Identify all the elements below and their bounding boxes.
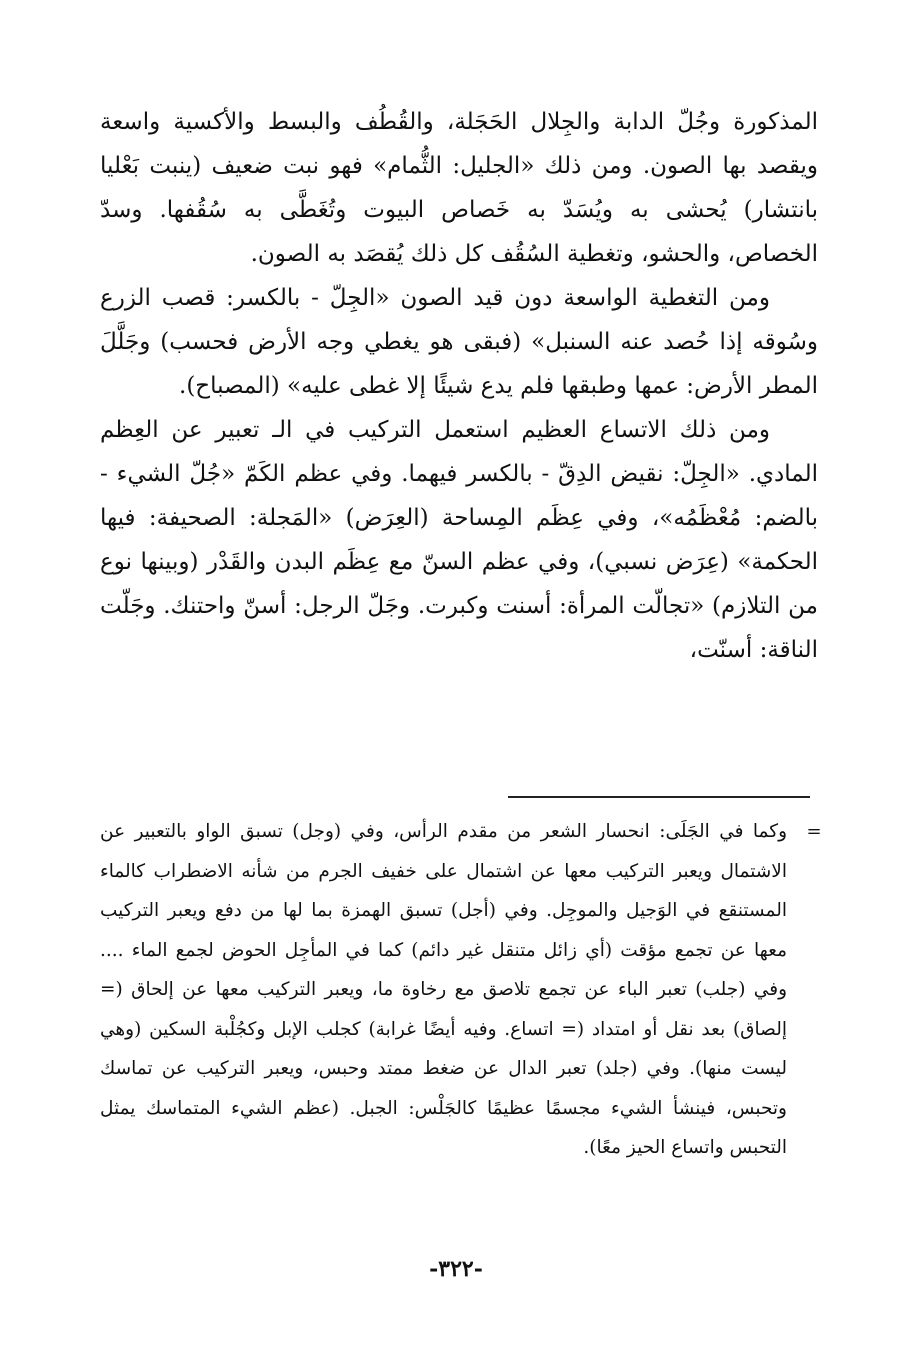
main-text (100, 100, 818, 672)
footnote-continuation-marker: = (806, 821, 822, 842)
page-number: -٣٢٢- (429, 1256, 483, 1282)
footnote-divider (508, 796, 810, 798)
paragraph-2: ومن التغطية الواسعة دون قيد الصون «الجِلّ - بالكسر: قصب الزرع وسُوقه إذا حُصد عنه السنبل» (فبقى هو يغطي وجه الأرض فحسب) وجَلَّلَ المطر الأرض: عمها وطبقها فلم يدع شيئًا إلا غطى عليه» (المصباح). (100, 285, 818, 399)
paragraph-1: المذكورة وجُلّ الدابة والجِلال الحَجَلة، والقُطُف والبسط والأكسية واسعة ويقصد بها الصون. ومن ذلك «الجليل: الثُّمام» فهو نبت ضعيف (ينبت بَعْليا بانتشار) يُحشى به ويُسَدّ به خَصاص البيوت وتُغَطَّى به سُقُفها. وسدّ الخصاص، والحشو، وتغطية السُقُف كل ذلك يُقصَد به الصون. (100, 109, 818, 267)
paragraph-3: ومن ذلك الاتساع العظيم استعمل التركيب في الـ تعبير عن العِظم المادي. «الجِلّ: نقيض الدِقّ - بالكسر فيهما. وفي عظم الكَمّ «جُلّ الشيء - بالضم: مُعْظَمُه»، وفي عِظَم المِساحة (العِرَض) «المَجلة: الصحيفة: فيها الحكمة» (عِرَض نسبي)، وفي عظم السنّ مع عِظَم البدن والقَدْر (وبينها نوع من التلازم) «تجالّت المرأة: أسنت وكبرت. وجَلّ الرجل: أسنّ واحتنك. وجَلّت الناقة: أسنّت، (100, 417, 818, 663)
footnote-text: وكما في الجَلَى: انحسار الشعر من مقدم الرأس، وفي (وجل) تسبق الواو بالتعبير عن الاشتمال ويعبر التركيب معها عن اشتمال على خفيف الجرم من شأنه الاضطراب كالماء المستنقع في الوَجيل والموجِل. وفي (أجل) تسبق الهمزة بما لها من دفع ويعبر التركيب معها عن تجمع مؤقت (أي زائل متنقل غير دائم) كما في المأجِل الحوض لجمع الماء .... وفي (جلب) تعبر الباء عن تجمع تلاصق مع رخاوة ما، ويعبر التركيب معها عن إلحاق (= إلصاق) بعد نقل أو امتداد (= اتساع. وفيه أيضًا غرابة) كجلب الإبل وكجُلْبة السكين (وهي ليست منها). وفي (جلد) تعبر الدال عن ضغط ممتد وحبس، ويعبر التركيب عن تماسك وتحبس، فينشأ الشيء مجسمًا عظيمًا كالجَلْس: الجبل. (عظم الشيء المتماسك يمثل التحبس واتساع الحيز معًا). (100, 821, 787, 1158)
footnote (100, 812, 822, 1168)
